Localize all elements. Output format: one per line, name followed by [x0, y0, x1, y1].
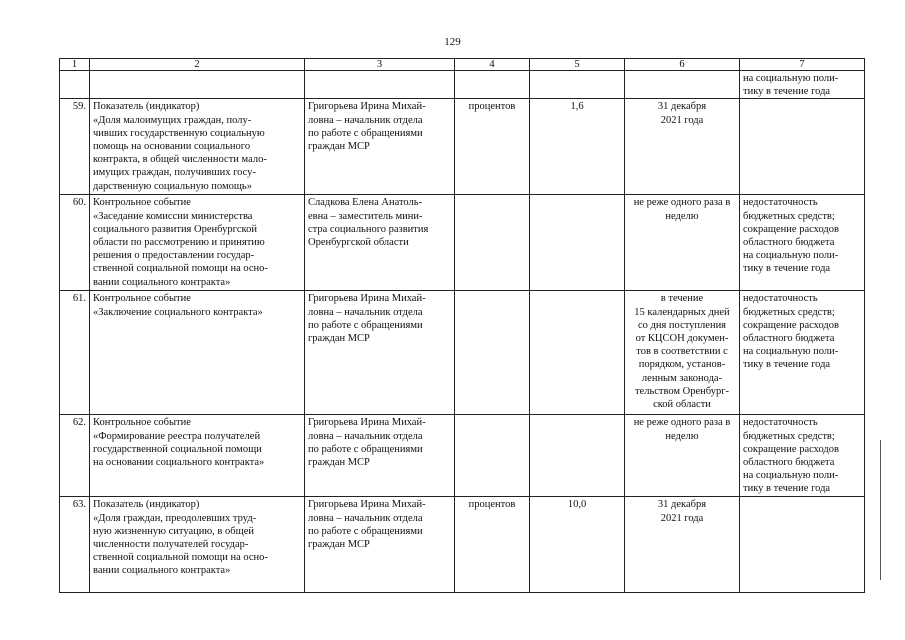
target-value: 10,0: [530, 497, 625, 593]
risk-factors: [740, 291, 865, 415]
responsible-person: [305, 291, 455, 415]
responsible-person-line: граждан МСР: [308, 333, 370, 345]
measure-name-line: решения о предоставлении государ-: [93, 250, 255, 262]
item-number: 63.: [60, 497, 90, 593]
responsible-person-line: евна – заместитель мини-: [308, 210, 423, 222]
responsible-person: [305, 99, 455, 195]
risk-factors-line: недостаточность: [743, 417, 818, 429]
table-row: [60, 415, 865, 497]
risk-factors-line: бюджетных средств;: [743, 306, 835, 318]
measure-name-line: ную жизненную ситуацию, в общей: [93, 525, 254, 537]
risk-factors-line: тику в течение года: [743, 263, 831, 275]
measure-name: [90, 99, 305, 195]
risk-factors-line: областного бюджета: [743, 333, 835, 345]
table-row: [60, 291, 865, 415]
responsible-person-line: Григорьева Ирина Михай-: [308, 499, 426, 511]
risk-factors-line: на социальную поли-: [743, 73, 839, 84]
margin-rule: [880, 440, 881, 580]
deadline-line: 31 декабря: [657, 101, 707, 113]
deadline-line: не реже одного раза в: [633, 197, 731, 209]
unit-of-measure: [455, 291, 530, 415]
table-row: [60, 71, 865, 99]
risk-factors-line: на социальную поли-: [743, 346, 839, 358]
target-value: [530, 415, 625, 497]
measure-name-line: Показатель (индикатор): [93, 499, 200, 511]
column-header: 5: [530, 59, 625, 71]
risk-factors-line: недостаточность: [743, 197, 818, 209]
deadline-line: от КЦСОН докумен-: [635, 333, 729, 345]
risk-factors-line: бюджетных средств;: [743, 210, 835, 222]
item-number: [60, 71, 90, 99]
risk-factors: [740, 99, 865, 195]
deadline: [625, 99, 740, 195]
item-number: 61.: [60, 291, 90, 415]
measure-name-line: ственной социальной помощи на осно-: [93, 263, 268, 275]
deadline: [625, 497, 740, 593]
measure-name-line: вании социального контракта»: [93, 276, 231, 288]
risk-factors: [740, 195, 865, 291]
risk-factors-line: сокращение расходов: [743, 319, 839, 331]
unit-of-measure: [455, 415, 530, 497]
measure-name: [90, 291, 305, 415]
column-header: 1: [60, 59, 90, 71]
measure-name-line: «Заседание комиссии министерства: [93, 210, 253, 222]
responsible-person-line: Оренбургской области: [308, 237, 409, 249]
deadline-line: 2021 года: [660, 512, 704, 524]
column-header: 6: [625, 59, 740, 71]
measure-name-line: численности получателей государ-: [93, 539, 249, 551]
table-row: [60, 497, 865, 593]
unit-of-measure: [455, 195, 530, 291]
item-number: 60.: [60, 195, 90, 291]
target-value: [530, 71, 625, 99]
responsible-person-line: граждан МСР: [308, 539, 370, 551]
deadline-line: 31 декабря: [657, 499, 707, 511]
responsible-person-line: граждан МСР: [308, 457, 370, 469]
item-number: 59.: [60, 99, 90, 195]
responsible-person-line: по работе с обращениями: [308, 525, 423, 537]
deadline-line: ленным законода-: [641, 372, 723, 384]
deadline-line: неделю: [665, 210, 699, 222]
unit-of-measure: [455, 71, 530, 99]
measure-name-line: имущих граждан, получивших госу-: [93, 167, 256, 179]
responsible-person-line: ловна – начальник отдела: [308, 430, 423, 442]
deadline-line: тельством Оренбург-: [634, 385, 730, 397]
measure-name-line: чивших государственную социальную: [93, 127, 265, 139]
measure-name-line: помощь на основании социального: [93, 141, 251, 153]
deadline-line: неделю: [665, 430, 699, 442]
deadline: [625, 415, 740, 497]
deadline-line: не реже одного раза в: [633, 417, 731, 429]
risk-factors-line: на социальную поли-: [743, 470, 839, 482]
risk-factors-line: тику в течение года: [743, 359, 831, 371]
risk-factors-line: недостаточность: [743, 293, 818, 305]
target-value: [530, 195, 625, 291]
responsible-person-line: ловна – начальник отдела: [308, 306, 423, 318]
deadline-line: 2021 года: [660, 114, 704, 126]
risk-factors-line: сокращение расходов: [743, 223, 839, 235]
responsible-person-line: граждан МСР: [308, 141, 370, 153]
risk-factors: [740, 415, 865, 497]
responsible-person-line: ловна – начальник отдела: [308, 512, 423, 524]
responsible-person: [305, 497, 455, 593]
risk-factors: [740, 71, 865, 99]
measure-name-line: области по рассмотрению и принятию: [93, 237, 265, 249]
risk-factors-line: сокращение расходов: [743, 443, 839, 455]
target-value: 1,6: [530, 99, 625, 195]
responsible-person-line: по работе с обращениями: [308, 443, 423, 455]
responsible-person: [305, 71, 455, 99]
measure-name-line: контракта, в общей численности мало-: [93, 154, 267, 166]
risk-factors: [740, 497, 865, 593]
deadline-line: со дня поступления: [637, 319, 727, 331]
risk-factors-line: областного бюджета: [743, 237, 835, 249]
column-header: 4: [455, 59, 530, 71]
measure-name-line: социального развития Оренбургской: [93, 223, 257, 235]
measure-name-line: ственной социальной помощи на осно-: [93, 552, 268, 564]
column-header: 3: [305, 59, 455, 71]
measure-name-line: «Формирование реестра получателей: [93, 430, 261, 442]
responsible-person-line: Сладкова Елена Анатоль-: [308, 197, 423, 209]
unit-of-measure: процентов: [455, 99, 530, 195]
page-number: 129: [444, 36, 461, 48]
risk-factors-line: тику в течение года: [743, 483, 831, 495]
column-header: 7: [740, 59, 865, 71]
measure-name-line: государственной социальной помощи: [93, 443, 262, 455]
measures-table: [59, 58, 865, 593]
item-number: 62.: [60, 415, 90, 497]
measure-name-line: Контрольное событие: [93, 417, 191, 429]
column-header: 2: [90, 59, 305, 71]
unit-of-measure: процентов: [455, 497, 530, 593]
responsible-person: [305, 195, 455, 291]
deadline-line: ской области: [653, 399, 711, 411]
measure-name: [90, 497, 305, 593]
measure-name: [90, 71, 305, 99]
measure-name-line: Показатель (индикатор): [93, 101, 200, 113]
measure-name: [90, 415, 305, 497]
risk-factors-line: тику в течение года: [743, 86, 831, 98]
table-row: [60, 195, 865, 291]
responsible-person-line: Григорьева Ирина Михай-: [308, 101, 426, 113]
responsible-person: [305, 415, 455, 497]
measure-name-line: «Доля граждан, преодолевших труд-: [93, 512, 257, 524]
measure-name-line: «Доля малоимущих граждан, полу-: [93, 114, 252, 126]
column-number-row: [60, 59, 865, 71]
deadline: [625, 71, 740, 99]
responsible-person-line: по работе с обращениями: [308, 127, 423, 139]
deadline-line: 15 календарных дней: [634, 306, 730, 318]
deadline: [625, 195, 740, 291]
responsible-person-line: стра социального развития: [308, 223, 429, 235]
risk-factors-line: на социальную поли-: [743, 250, 839, 262]
risk-factors-line: областного бюджета: [743, 457, 835, 469]
measure-name-line: вании социального контракта»: [93, 565, 231, 577]
responsible-person-line: Григорьева Ирина Михай-: [308, 417, 426, 429]
measure-name-line: дарственную социальную помощь»: [93, 180, 252, 192]
measure-name-line: «Заключение социального контракта»: [93, 306, 263, 318]
risk-factors-line: бюджетных средств;: [743, 430, 835, 442]
measure-name: [90, 195, 305, 291]
target-value: [530, 291, 625, 415]
deadline-line: в течение: [660, 293, 704, 305]
responsible-person-line: по работе с обращениями: [308, 319, 423, 331]
responsible-person-line: Григорьева Ирина Михай-: [308, 293, 426, 305]
measure-name-line: Контрольное событие: [93, 293, 191, 305]
measure-name-line: на основании социального контракта»: [93, 457, 265, 469]
deadline-line: тов в соответствии с: [636, 346, 728, 358]
measure-name-line: Контрольное событие: [93, 197, 191, 209]
responsible-person-line: ловна – начальник отдела: [308, 114, 423, 126]
table-row: [60, 99, 865, 195]
deadline-line: порядком, установ-: [638, 359, 726, 371]
deadline: [625, 291, 740, 415]
